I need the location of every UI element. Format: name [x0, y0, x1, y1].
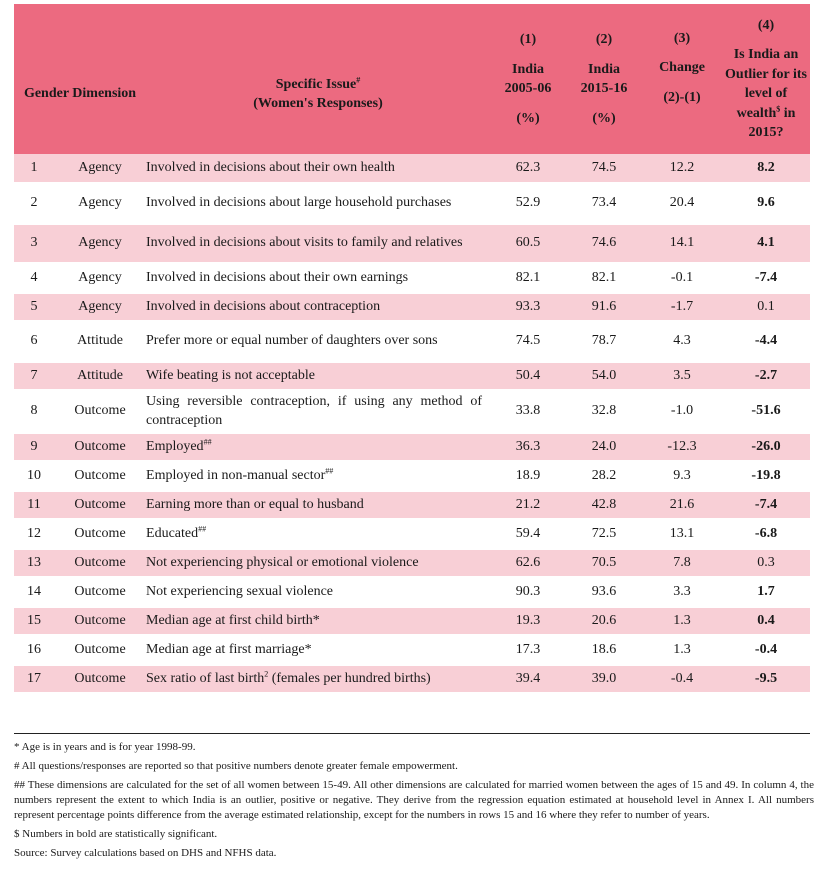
issue-text: Involved in decisions about their own earnings [146, 269, 409, 285]
specific-issue-cell [146, 461, 490, 490]
value-2005-06: 50.4 [490, 361, 566, 390]
row-number: 2 [14, 183, 54, 223]
issue-superscript: 2 [264, 669, 269, 679]
value-2015-16: 74.5 [566, 154, 642, 183]
header-row [14, 4, 810, 154]
value-outlier: 1.7 [722, 577, 810, 606]
issue-text: Involved in decisions about their own health [146, 160, 395, 175]
specific-issue-cell [146, 292, 490, 321]
header-col2: (2) India 2015-16 (%) [566, 4, 642, 154]
table-row [14, 461, 810, 490]
value-2005-06: 62.6 [490, 548, 566, 577]
value-2015-16: 42.8 [566, 490, 642, 519]
value-change: 1.3 [642, 635, 722, 664]
value-outlier: -2.7 [722, 361, 810, 390]
table-body [14, 154, 810, 693]
header-col4: (4) Is India an Outlier for its level of wealth$ in 2015? [722, 4, 810, 154]
value-2015-16: 39.0 [566, 664, 642, 693]
value-2005-06: 59.4 [490, 519, 566, 548]
value-2015-16: 91.6 [566, 292, 642, 321]
row-number: 5 [14, 292, 54, 321]
value-outlier: -9.5 [722, 664, 810, 693]
specific-issue-cell [146, 635, 490, 664]
gender-dimension-cell: Agency [54, 183, 146, 223]
row-number: 15 [14, 606, 54, 635]
value-outlier: -4.4 [722, 321, 810, 361]
gender-dimension-cell: Outcome [54, 664, 146, 693]
row-number: 3 [14, 223, 54, 263]
gender-dimension-cell: Outcome [54, 577, 146, 606]
header-specific-issue: Specific Issue# (Women's Responses) [146, 4, 490, 154]
table-row [14, 635, 810, 664]
footnote-age: * Age is in years and is for year 1998-99. [14, 741, 196, 753]
row-number: 8 [14, 390, 54, 432]
row-number: 1 [14, 154, 54, 183]
value-2005-06: 33.8 [490, 390, 566, 432]
specific-issue-cell [146, 154, 490, 183]
value-outlier: 4.1 [722, 223, 810, 263]
gender-dimension-cell: Outcome [54, 490, 146, 519]
value-2005-06: 18.9 [490, 461, 566, 490]
table-row [14, 664, 810, 693]
gender-dimension-cell: Outcome [54, 548, 146, 577]
value-change: 14.1 [642, 223, 722, 263]
table-row [14, 548, 810, 577]
value-change: 1.3 [642, 606, 722, 635]
specific-issue-cell [146, 223, 490, 263]
issue-text-tail: (females per hundred births) [268, 670, 431, 686]
value-outlier: -6.8 [722, 519, 810, 548]
gender-dimension-cell: Agency [54, 263, 146, 292]
specific-issue-cell [146, 577, 490, 606]
row-number: 13 [14, 548, 54, 577]
footnote-hash: # All questions/responses are reported so that positive numbers denote greater female empowerment. [14, 760, 458, 772]
gender-dimension-cell: Agency [54, 223, 146, 263]
specific-issue-cell [146, 519, 490, 548]
value-2005-06: 39.4 [490, 664, 566, 693]
specific-issue-cell [146, 183, 490, 223]
table-row [14, 390, 810, 432]
value-change: 3.3 [642, 577, 722, 606]
issue-text: Using reversible contraception, if using any method of contraception [146, 393, 483, 428]
value-change: 7.8 [642, 548, 722, 577]
table-row [14, 321, 810, 361]
value-change: 12.2 [642, 154, 722, 183]
value-2015-16: 24.0 [566, 432, 642, 461]
specific-issue-cell [146, 490, 490, 519]
value-change: 3.5 [642, 361, 722, 390]
value-2015-16: 54.0 [566, 361, 642, 390]
gender-dimension-cell: Agency [54, 292, 146, 321]
footnote-dollar: $ Numbers in bold are statistically significant. [14, 828, 218, 840]
table-row [14, 154, 810, 183]
value-outlier: -26.0 [722, 432, 810, 461]
gender-dimension-cell: Agency [54, 154, 146, 183]
issue-text: Earning more than or equal to husband [146, 496, 364, 512]
value-2005-06: 36.3 [490, 432, 566, 461]
header-col1: (1) India 2005-06 (%) [490, 4, 566, 154]
value-change: 9.3 [642, 461, 722, 490]
value-outlier: 9.6 [722, 183, 810, 223]
value-2015-16: 93.6 [566, 577, 642, 606]
value-outlier: -7.4 [722, 490, 810, 519]
value-2005-06: 17.3 [490, 635, 566, 664]
value-outlier: 0.1 [722, 292, 810, 321]
row-number: 12 [14, 519, 54, 548]
issue-text: Not experiencing sexual violence [146, 583, 333, 599]
issue-text: Sex ratio of last birth [146, 670, 265, 686]
table-row [14, 263, 810, 292]
value-outlier: -51.6 [722, 390, 810, 432]
row-number: 14 [14, 577, 54, 606]
value-change: 21.6 [642, 490, 722, 519]
value-2005-06: 62.3 [490, 154, 566, 183]
row-number: 6 [14, 321, 54, 361]
issue-text: Employed in non-manual sector [146, 467, 326, 483]
value-change: 4.3 [642, 321, 722, 361]
row-number: 7 [14, 361, 54, 390]
specific-issue-cell [146, 390, 490, 432]
value-outlier: 0.3 [722, 548, 810, 577]
specific-issue-cell [146, 263, 490, 292]
table-row [14, 519, 810, 548]
row-number: 16 [14, 635, 54, 664]
table-row [14, 577, 810, 606]
value-2005-06: 19.3 [490, 606, 566, 635]
specific-issue-cell [146, 606, 490, 635]
value-2015-16: 70.5 [566, 548, 642, 577]
value-change: 13.1 [642, 519, 722, 548]
value-2015-16: 32.8 [566, 390, 642, 432]
value-change: -0.4 [642, 664, 722, 693]
row-number: 17 [14, 664, 54, 693]
gender-dimension-cell: Outcome [54, 635, 146, 664]
gender-dimension-cell: Outcome [54, 432, 146, 461]
header-col3: (3) Change (2)-(1) [642, 4, 722, 154]
value-change: -1.0 [642, 390, 722, 432]
row-number: 10 [14, 461, 54, 490]
value-2005-06: 60.5 [490, 223, 566, 263]
value-2005-06: 74.5 [490, 321, 566, 361]
specific-issue-cell [146, 548, 490, 577]
value-outlier: -7.4 [722, 263, 810, 292]
value-2015-16: 73.4 [566, 183, 642, 223]
issue-text: Involved in decisions about large household purchases [146, 195, 452, 211]
gender-dimension-label: Gender Dimension [23, 86, 137, 102]
gender-dimension-cell: Outcome [54, 519, 146, 548]
specific-issue-cell [146, 321, 490, 361]
table-row [14, 606, 810, 635]
source-note: Source: Survey calculations based on DHS and NFHS data. [14, 847, 277, 859]
gender-dimension-cell: Outcome [54, 390, 146, 432]
value-2015-16: 78.7 [566, 321, 642, 361]
issue-text: Involved in decisions about contraception [146, 298, 381, 314]
table-row [14, 183, 810, 223]
table-row [14, 292, 810, 321]
value-change: -0.1 [642, 263, 722, 292]
value-2015-16: 82.1 [566, 263, 642, 292]
value-2005-06: 90.3 [490, 577, 566, 606]
table-row [14, 223, 810, 263]
value-outlier: -19.8 [722, 461, 810, 490]
bottom-rule [14, 733, 810, 734]
issue-text: Median age at first child birth* [146, 612, 320, 628]
value-2015-16: 72.5 [566, 519, 642, 548]
value-change: -1.7 [642, 292, 722, 321]
gender-dimension-cell: Outcome [54, 461, 146, 490]
issue-text: Median age at first marriage* [146, 641, 312, 657]
gender-dimension-cell: Outcome [54, 606, 146, 635]
table-row [14, 490, 810, 519]
value-2015-16: 20.6 [566, 606, 642, 635]
value-outlier: 0.4 [722, 606, 810, 635]
value-2015-16: 28.2 [566, 461, 642, 490]
value-2005-06: 52.9 [490, 183, 566, 223]
issue-text: Involved in decisions about visits to family and relatives [146, 235, 463, 251]
specific-issue-cell [146, 664, 490, 693]
specific-issue-cell [146, 361, 490, 390]
value-2015-16: 74.6 [566, 223, 642, 263]
issue-superscript: ## [325, 466, 334, 476]
footnote-double-hash: ## These dimensions are calculated for the set of all women between 15-49. All other dimensions are calculated for married women between the ages of 15 and 49. In column 4, the numbers represent the extent to which India is an outlier, positive or negative. They derive from the regression equation estimated at household level in Annex I. All numbers represent percentage points difference from the average estimated relationship, except for the numbers in rows 15 and 16 where they refer to number of years. [14, 779, 814, 821]
issue-text: Educated [146, 525, 199, 541]
issue-superscript: ## [198, 524, 207, 534]
value-change: 20.4 [642, 183, 722, 223]
row-number: 11 [14, 490, 54, 519]
issue-superscript: ## [203, 437, 212, 447]
issue-text: Employed [146, 438, 204, 454]
gender-dimension-cell: Attitude [54, 361, 146, 390]
gender-dimension-cell: Attitude [54, 321, 146, 361]
row-number: 9 [14, 432, 54, 461]
value-change: -12.3 [642, 432, 722, 461]
issue-text: Prefer more or equal number of daughters over sons [146, 333, 438, 349]
table-row [14, 432, 810, 461]
header-gender-dimension [14, 4, 146, 154]
issue-text: Wife beating is not acceptable [146, 367, 315, 383]
value-outlier: 8.2 [722, 154, 810, 183]
table-row [14, 361, 810, 390]
value-outlier: -0.4 [722, 635, 810, 664]
footnotes [14, 740, 814, 865]
issue-text: Not experiencing physical or emotional violence [146, 554, 419, 570]
specific-issue-cell [146, 432, 490, 461]
row-number: 4 [14, 263, 54, 292]
empowerment-table [14, 4, 810, 695]
value-2005-06: 21.2 [490, 490, 566, 519]
value-2005-06: 93.3 [490, 292, 566, 321]
value-2015-16: 18.6 [566, 635, 642, 664]
value-2005-06: 82.1 [490, 263, 566, 292]
